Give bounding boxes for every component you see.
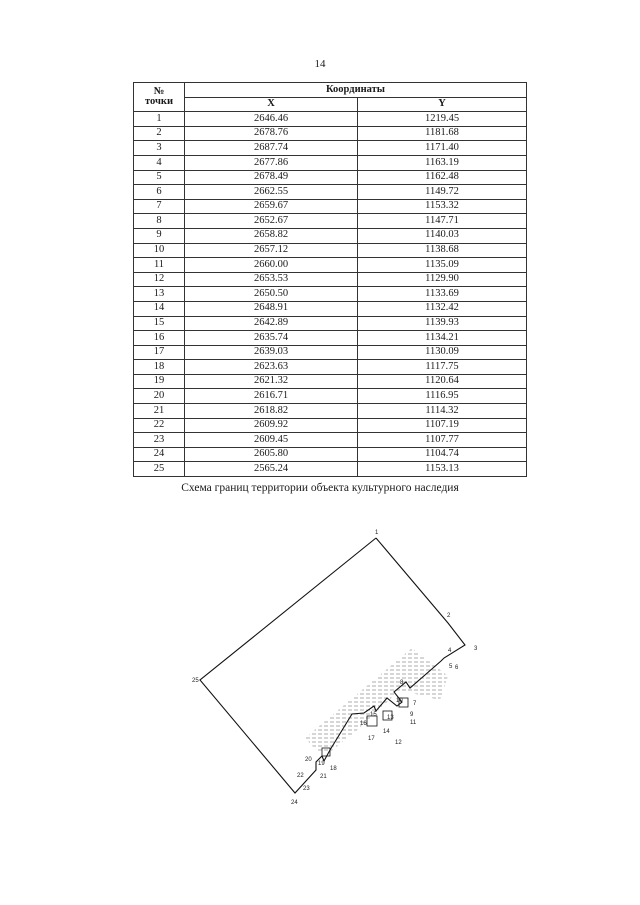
table-row xyxy=(134,389,527,404)
boundary-point-label: 11 xyxy=(410,720,417,726)
point-number-cell: 18 xyxy=(134,360,185,375)
coordinates-table xyxy=(133,82,527,477)
boundary-point-label: 1 xyxy=(375,530,379,536)
point-number-cell: 23 xyxy=(134,433,185,448)
y-coordinate-cell: 1117.75 xyxy=(358,360,527,375)
building-hatched-area xyxy=(305,648,448,752)
x-coordinate-cell: 2678.49 xyxy=(185,170,358,185)
table-row xyxy=(134,112,527,127)
boundary-point-label: 24 xyxy=(291,800,298,806)
table-row xyxy=(134,331,527,346)
y-coordinate-cell: 1149.72 xyxy=(358,185,527,200)
x-coordinate-cell: 2616.71 xyxy=(185,389,358,404)
table-row xyxy=(134,374,527,389)
boundary-point-label: 21 xyxy=(320,774,327,780)
x-coordinate-cell: 2605.80 xyxy=(185,447,358,462)
boundary-scheme xyxy=(0,520,640,820)
x-coordinate-cell: 2621.32 xyxy=(185,374,358,389)
table-row xyxy=(134,126,527,141)
point-number-cell: 14 xyxy=(134,301,185,316)
point-number-cell: 19 xyxy=(134,374,185,389)
x-header: X xyxy=(185,97,358,112)
y-coordinate-cell: 1116.95 xyxy=(358,389,527,404)
table-row xyxy=(134,462,527,477)
y-coordinate-cell: 1153.32 xyxy=(358,199,527,214)
table-row xyxy=(134,433,527,448)
x-coordinate-cell: 2660.00 xyxy=(185,258,358,273)
x-coordinate-cell: 2642.89 xyxy=(185,316,358,331)
table-row xyxy=(134,228,527,243)
boundary-point-label: 12 xyxy=(395,740,402,746)
boundary-point-label: 6 xyxy=(455,665,459,671)
y-coordinate-cell: 1147.71 xyxy=(358,214,527,229)
x-coordinate-cell: 2609.92 xyxy=(185,418,358,433)
table-row xyxy=(134,447,527,462)
point-number-header-line2: точки xyxy=(144,96,174,108)
boundary-point-label: 13 xyxy=(387,715,394,721)
y-coordinate-cell: 1140.03 xyxy=(358,228,527,243)
y-coordinate-cell: 1132.42 xyxy=(358,301,527,316)
point-number-cell: 8 xyxy=(134,214,185,229)
table-row xyxy=(134,360,527,375)
boundary-point-label: 16 xyxy=(360,721,367,727)
point-number-cell: 24 xyxy=(134,447,185,462)
x-coordinate-cell: 2677.86 xyxy=(185,155,358,170)
table-row xyxy=(134,316,527,331)
boundary-point-label: 9 xyxy=(410,712,414,718)
boundary-point-label: 8 xyxy=(400,680,404,686)
y-coordinate-cell: 1129.90 xyxy=(358,272,527,287)
x-coordinate-cell: 2678.76 xyxy=(185,126,358,141)
point-number-cell: 6 xyxy=(134,185,185,200)
x-coordinate-cell: 2659.67 xyxy=(185,199,358,214)
point-number-cell: 2 xyxy=(134,126,185,141)
y-coordinate-cell: 1139.93 xyxy=(358,316,527,331)
coordinates-header: Координаты xyxy=(185,83,527,98)
table-row xyxy=(134,345,527,360)
y-coordinate-cell: 1133.69 xyxy=(358,287,527,302)
boundary-point-label: 10 xyxy=(396,698,403,704)
table-row xyxy=(134,287,527,302)
y-coordinate-cell: 1162.48 xyxy=(358,170,527,185)
x-coordinate-cell: 2653.53 xyxy=(185,272,358,287)
point-number-cell: 4 xyxy=(134,155,185,170)
boundary-point-label: 20 xyxy=(305,757,312,763)
x-coordinate-cell: 2652.67 xyxy=(185,214,358,229)
y-coordinate-cell: 1114.32 xyxy=(358,404,527,419)
boundary-point-label: 25 xyxy=(192,678,199,684)
y-coordinate-cell: 1107.19 xyxy=(358,418,527,433)
point-number-cell: 21 xyxy=(134,404,185,419)
table-row xyxy=(134,418,527,433)
table-row xyxy=(134,258,527,273)
table-row xyxy=(134,199,527,214)
y-coordinate-cell: 1107.77 xyxy=(358,433,527,448)
boundary-point-label: 18 xyxy=(330,766,337,772)
boundary-point-label: 7 xyxy=(413,701,417,707)
y-coordinate-cell: 1163.19 xyxy=(358,155,527,170)
y-coordinate-cell: 1138.68 xyxy=(358,243,527,258)
y-coordinate-cell: 1181.68 xyxy=(358,126,527,141)
boundary-point-label: 17 xyxy=(368,736,375,742)
y-coordinate-cell: 1130.09 xyxy=(358,345,527,360)
y-coordinate-cell: 1120.64 xyxy=(358,374,527,389)
x-coordinate-cell: 2657.12 xyxy=(185,243,358,258)
table-row xyxy=(134,155,527,170)
point-number-cell: 25 xyxy=(134,462,185,477)
table-row xyxy=(134,170,527,185)
point-number-cell: 3 xyxy=(134,141,185,156)
boundary-point-label: 5 xyxy=(449,664,453,670)
x-coordinate-cell: 2687.74 xyxy=(185,141,358,156)
x-coordinate-cell: 2648.91 xyxy=(185,301,358,316)
point-number-cell: 11 xyxy=(134,258,185,273)
boundary-point-label: 14 xyxy=(383,729,390,735)
y-header: Y xyxy=(358,97,527,112)
point-number-header xyxy=(134,83,185,112)
boundary-point-label: 23 xyxy=(303,786,310,792)
x-coordinate-cell: 2658.82 xyxy=(185,228,358,243)
x-coordinate-cell: 2618.82 xyxy=(185,404,358,419)
point-number-cell: 5 xyxy=(134,170,185,185)
table-row xyxy=(134,272,527,287)
point-number-cell: 20 xyxy=(134,389,185,404)
table-row xyxy=(134,185,527,200)
scheme-caption: Схема границ территории объекта культурного наследия xyxy=(181,482,459,494)
point-number-cell: 9 xyxy=(134,228,185,243)
table-row xyxy=(134,141,527,156)
y-coordinate-cell: 1135.09 xyxy=(358,258,527,273)
x-coordinate-cell: 2646.46 xyxy=(185,112,358,127)
y-coordinate-cell: 1219.45 xyxy=(358,112,527,127)
x-coordinate-cell: 2565.24 xyxy=(185,462,358,477)
table-row xyxy=(134,301,527,316)
boundary-point-label: 15 xyxy=(370,712,377,718)
y-coordinate-cell: 1153.13 xyxy=(358,462,527,477)
boundary-point-label: 19 xyxy=(318,761,325,767)
x-coordinate-cell: 2639.03 xyxy=(185,345,358,360)
boundary-point-label: 22 xyxy=(297,773,304,779)
table-row xyxy=(134,243,527,258)
point-number-cell: 17 xyxy=(134,345,185,360)
point-number-cell: 10 xyxy=(134,243,185,258)
boundary-point-label: 4 xyxy=(448,648,452,654)
point-number-cell: 12 xyxy=(134,272,185,287)
table-row xyxy=(134,214,527,229)
y-coordinate-cell: 1104.74 xyxy=(358,447,527,462)
x-coordinate-cell: 2635.74 xyxy=(185,331,358,346)
page-number: 14 xyxy=(314,58,326,70)
x-coordinate-cell: 2623.63 xyxy=(185,360,358,375)
x-coordinate-cell: 2662.55 xyxy=(185,185,358,200)
boundary-point-label: 3 xyxy=(474,646,478,652)
boundary-point-label: 2 xyxy=(447,613,451,619)
point-number-cell: 15 xyxy=(134,316,185,331)
y-coordinate-cell: 1171.40 xyxy=(358,141,527,156)
y-coordinate-cell: 1134.21 xyxy=(358,331,527,346)
point-number-cell: 22 xyxy=(134,418,185,433)
point-number-header-line1: № xyxy=(153,85,165,97)
point-number-cell: 1 xyxy=(134,112,185,127)
point-number-cell: 16 xyxy=(134,331,185,346)
point-number-cell: 13 xyxy=(134,287,185,302)
point-number-cell: 7 xyxy=(134,199,185,214)
table-row xyxy=(134,404,527,419)
x-coordinate-cell: 2609.45 xyxy=(185,433,358,448)
x-coordinate-cell: 2650.50 xyxy=(185,287,358,302)
